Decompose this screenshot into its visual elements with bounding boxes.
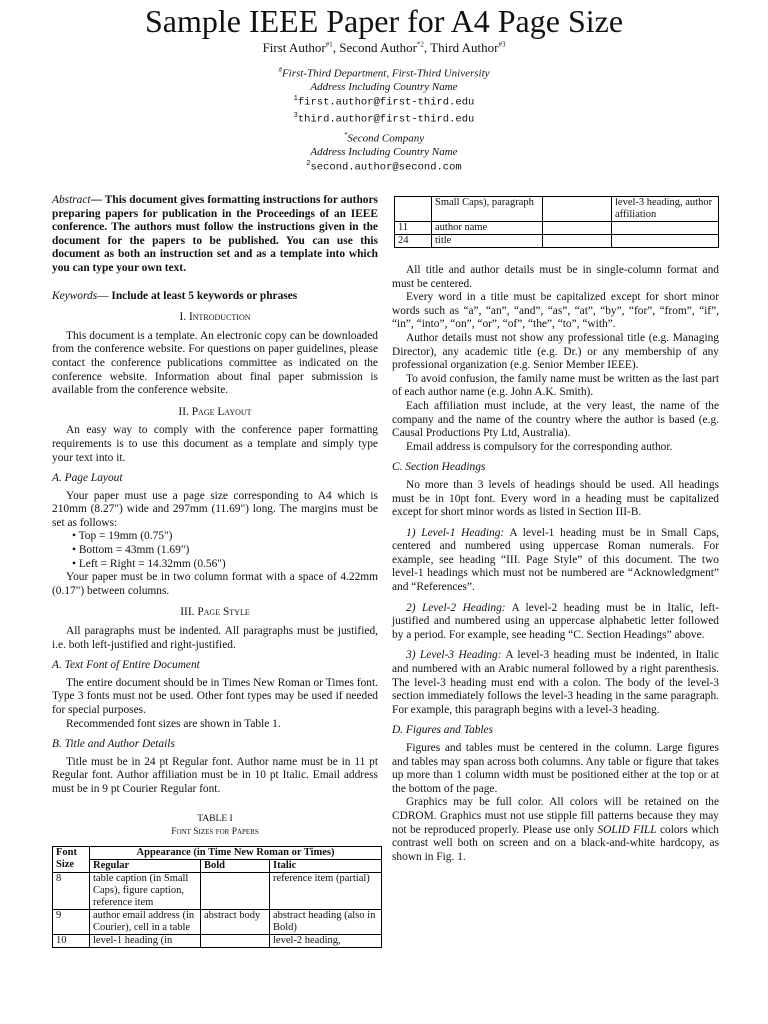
email-1	[0, 95, 768, 109]
table-row	[395, 197, 719, 222]
left-column	[52, 194, 378, 948]
aff1-line1: First-Third Department, First-Third University	[281, 67, 490, 80]
cell-bold	[201, 872, 270, 909]
level-2-paragraph	[392, 602, 719, 643]
level-2-text: A level-2 heading must be in Italic, left-justified and numbered using an uppercase alphabetic letter followed by a period. For example, see heading “C. Section Headings” above.	[392, 601, 719, 641]
th-regular: Regular	[90, 859, 201, 872]
table-caption-number: TABLE I	[197, 813, 233, 824]
cell-regular: Small Caps), paragraph	[432, 197, 543, 222]
subsection-3d-heading: D. Figures and Tables	[392, 724, 494, 737]
author-1-sup: #1	[325, 40, 333, 49]
font-size-table	[52, 846, 382, 948]
cell-regular: table caption (in Small Caps), figure caption, reference item	[90, 872, 201, 909]
table-row	[395, 235, 719, 248]
aff1-line2: Address Including Country Name	[310, 80, 458, 93]
title-details-paragraph-1: All title and author details must be in single-column format and must be centered.	[392, 264, 719, 290]
keywords-text: Include at least 5 keywords or phrases	[111, 289, 298, 302]
style-paragraph-1: All paragraphs must be indented. All paragraphs must be justified, i.e. both left-justified and right-justified.	[52, 625, 378, 651]
cell-bold: abstract body	[201, 909, 270, 934]
cell-size: 10	[53, 934, 90, 947]
right-column	[392, 196, 719, 864]
figures-paragraph-1: Figures and tables must be centered in the column. Large figures and tables may span across both columns. Any table or figure that takes up more than 1 column width must be positioned either at the top or at the bottom of the page.	[392, 742, 719, 795]
email1-text: first.author@first-third.edu	[297, 96, 475, 109]
cell-regular: title	[432, 235, 543, 248]
cell-italic: level-2 heading,	[270, 934, 382, 947]
title-details-paragraph-3: Author details must not show any professional title (e.g. Managing Director), any academic title (e.g. Dr.) or any membership of any professional organization (e.g. Senior Member IEEE).	[392, 331, 719, 372]
email1-sup: 1	[293, 95, 298, 103]
figures-p2-a: Graphics may be full color. All colors will be retained on the CDROM. Graphics must not use stipple fill patterns because they may not be reproduced properly. Please use only	[392, 796, 719, 836]
email2-sup: 2	[306, 160, 311, 168]
level-1-paragraph	[392, 527, 719, 595]
cell-bold	[201, 934, 270, 947]
author-2-sup: *2	[416, 40, 424, 49]
cell-size	[395, 197, 432, 222]
cell-italic: reference item (partial)	[270, 872, 382, 909]
author-3-sup: #3	[498, 40, 506, 49]
style-paragraph-3: Recommended font sizes are shown in Table 1.	[66, 717, 281, 730]
level-3-text: A level-3 heading must be indented, in Italic and numbered with an Arabic numeral followed by a right parenthesis. The level-3 heading must end with a colon. The body of the level-3 section immediately follows the level-3 heading in the same paragraph. For example, this paragraph begins with a level-3 heading.	[392, 649, 719, 716]
subsection-2a-heading: A. Page Layout	[52, 472, 123, 485]
level-3-paragraph	[392, 649, 719, 717]
title-details-paragraph-6: Email address is compulsory for the corresponding author.	[406, 440, 673, 453]
section-3-heading: III. Page Style	[180, 606, 250, 619]
cell-italic: level-3 heading, author affiliation	[612, 197, 719, 222]
table-row	[395, 222, 719, 235]
margin-bullet-top: • Top = 19mm (0.75")	[72, 530, 173, 543]
cell-size: 24	[395, 235, 432, 248]
cell-size: 11	[395, 222, 432, 235]
style-paragraph-4: Title must be in 24 pt Regular font. Author name must be in 11 pt Regular font. Author affiliation must be in 10 pt Italic. Email address must be in 9 pt Courier Regular font.	[52, 755, 378, 795]
subsection-3b-heading: B. Title and Author Details	[52, 738, 175, 751]
aff2-sup: *	[343, 131, 348, 139]
affiliation-2	[0, 129, 768, 159]
email2-text: second.author@second.com	[310, 161, 462, 174]
keywords-dash: —	[97, 289, 112, 302]
cell-italic	[612, 222, 719, 235]
title-details-paragraph-5: Each affiliation must include, at the very least, the name of the company and the name of the country where the author is based (e.g. Causal Productions Pty Ltd, Australia).	[392, 399, 719, 440]
section-2-heading: II. Page Layout	[178, 405, 252, 418]
th-bold: Bold	[201, 859, 270, 872]
title-details-paragraph-2: Every word in a title must be capitalized except for short minor words such as “a”, “an”, “and”, “as”, “at”, “by”, “for”, “from”, “if”, “in”, “into”, “on”, “or”, “of”, “the”, “to”, “with”.	[392, 291, 719, 331]
cell-regular: author email address (in Courier), cell in a table	[90, 909, 201, 934]
paper-title: Sample IEEE Paper for A4 Page Size	[144, 3, 624, 39]
style-paragraph-2: The entire document should be in Times New Roman or Times font. Type 3 fonts must not be used. Other font types may be used if needed for special purposes.	[52, 676, 378, 716]
level-3-label: 3) Level-3 Heading:	[406, 649, 502, 662]
table-row	[53, 909, 382, 934]
abstract-dash: —	[90, 194, 105, 206]
figures-p2-emph: SOLID FILL	[597, 823, 657, 836]
th-font-size: Font Size	[53, 846, 90, 872]
affiliation-1	[0, 64, 768, 94]
th-italic: Italic	[270, 859, 382, 872]
figures-paragraph-2	[392, 796, 719, 864]
title-details-paragraph-4: To avoid confusion, the family name must be written as the last part of each author name (e.g. John A.K. Smith).	[392, 372, 719, 399]
section-1-heading: I. Introduction	[179, 311, 251, 324]
email3-text: third.author@first-third.edu	[297, 113, 475, 126]
level-1-label: 1) Level-1 Heading:	[406, 526, 505, 539]
email3-sup: 3	[293, 112, 298, 120]
level-1-text: A level-1 heading must be in Small Caps, centered and numbered using uppercase Roman numerals. For example, see heading “III. Page Style” of this document. The two level-1 headings which must not be numbered are “Acknowledgment” and “References”.	[392, 526, 719, 594]
layout-paragraph-2: Your paper must use a page size corresponding to A4 which is 210mm (8.27") wide and 297mm (11.69") long. The margins must be set as follows:	[52, 489, 378, 529]
cell-bold	[543, 197, 612, 222]
cell-bold	[543, 235, 612, 248]
figures-p2-c: colors which contrast well both on screen and on a black-and-white hardcopy, as shown in Fig. 1.	[392, 823, 720, 863]
table-row	[53, 872, 382, 909]
email-2	[0, 160, 768, 174]
abstract-label: Abstract	[52, 194, 91, 206]
aff2-line2: Address Including Country Name	[310, 145, 458, 158]
abstract-text: This document gives formatting instructions for authors preparing papers for publication in the Proceedings of an IEEE conference. The authors must follow the instructions given in the document for the papers to be published. You can use this document as both an instruction set and as a template into which you can type your own text.	[52, 194, 378, 274]
keywords	[52, 290, 378, 304]
cell-size: 8	[53, 872, 90, 909]
cell-bold	[543, 222, 612, 235]
author-line	[0, 40, 768, 56]
th-appearance: Appearance (in Time New Roman or Times)	[90, 846, 382, 859]
email-3	[0, 112, 768, 126]
keywords-label: Keywords	[52, 289, 98, 302]
intro-paragraph: This document is a template. An electronic copy can be downloaded from the conference website. For questions on paper guidelines, please contact the conference publications committee as indicated on the conference website. Information about final paper submission is available from the conference website.	[52, 329, 378, 397]
cell-regular: author name	[432, 222, 543, 235]
level-2-label: 2) Level-2 Heading:	[406, 601, 506, 614]
layout-paragraph-1: An easy way to comply with the conference paper formatting requirements is to use this document as a template and simply type your text into it.	[52, 424, 378, 464]
table-row	[53, 934, 382, 947]
author-2: , Second Author	[332, 40, 417, 55]
layout-paragraph-3: Your paper must be in two column format with a space of 4.22mm (0.17") between columns.	[52, 571, 378, 597]
margin-bullet-bottom: • Bottom = 43mm (1.69")	[72, 544, 190, 557]
cell-size: 9	[53, 909, 90, 934]
font-size-table-continued	[394, 196, 719, 248]
cell-regular: level-1 heading (in	[90, 934, 201, 947]
aff1-sup: #	[278, 66, 282, 74]
author-1: First Author	[262, 40, 326, 55]
subsection-3c-heading: C. Section Headings	[392, 461, 486, 474]
aff2-line1: Second Company	[347, 132, 425, 145]
abstract	[52, 194, 378, 276]
table-caption-title: Font Sizes for Papers	[171, 827, 259, 838]
author-3: , Third Author	[423, 40, 499, 55]
headings-paragraph: No more than 3 levels of headings should be used. All headings must be in 10pt font. Every word in a heading must be capitalized except for short minor words as listed in Section III-B.	[392, 478, 719, 519]
cell-italic: abstract heading (also in Bold)	[270, 909, 382, 934]
margin-bullet-side: • Left = Right = 14.32mm (0.56")	[72, 557, 226, 570]
subsection-3a-heading: A. Text Font of Entire Document	[52, 659, 200, 672]
cell-italic	[612, 235, 719, 248]
